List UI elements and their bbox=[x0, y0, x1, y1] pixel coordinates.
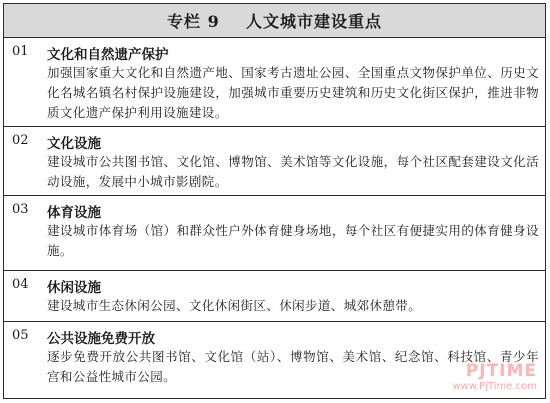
column-title: 专栏 9 人文城市建设重点 bbox=[167, 12, 382, 31]
section-number: 02 bbox=[12, 133, 29, 148]
section-body: 建设城市公共图书馆、文化馆、博物馆、美术馆等文化设施，每个社区配套建设文化活动设施，发展中小城市影剧院。 bbox=[47, 154, 539, 189]
section-heritage-protection bbox=[4, 38, 545, 127]
section-number: 01 bbox=[12, 44, 29, 59]
section-number: 03 bbox=[12, 202, 29, 217]
column-panel bbox=[3, 3, 546, 399]
section-free-public-facilities bbox=[4, 322, 545, 398]
watermark-url: www.PjTime.com bbox=[452, 381, 537, 392]
sections-list bbox=[4, 38, 545, 398]
watermark-logo: PJTIME bbox=[465, 361, 537, 381]
section-leisure-facilities bbox=[4, 271, 545, 322]
section-number: 05 bbox=[12, 328, 29, 343]
section-heading: 文化和自然遗产保护 bbox=[47, 47, 169, 63]
title-bar bbox=[4, 4, 545, 38]
section-cultural-facilities bbox=[4, 127, 545, 196]
section-body: 加强国家重大文化和自然遗产地、国家考古遗址公园、全国重点文物保护单位、历史文化名城名镇名村保护设施建设，加强城市重要历史建筑和历史文化街区保护，推进非物质文化遗产保护利用设施建设。 bbox=[47, 65, 539, 120]
section-heading: 休闲设施 bbox=[47, 280, 101, 296]
section-heading: 公共设施免费开放 bbox=[47, 331, 155, 347]
section-heading: 体育设施 bbox=[47, 205, 101, 221]
section-body: 建设城市生态休闲公园、文化休闲街区、休闲步道、城郊休憩带。 bbox=[47, 298, 422, 313]
section-number: 04 bbox=[12, 277, 29, 292]
section-sports-facilities bbox=[4, 196, 545, 271]
section-body: 逐步免费开放公共图书馆、文化馆（站）、博物馆、美术馆、纪念馆、科技馆、青少年宫和公益性城市公园。 bbox=[47, 349, 539, 384]
section-heading: 文化设施 bbox=[47, 136, 101, 152]
section-body: 建设城市体育场（馆）和群众性户外体育健身场地，每个社区有便捷实用的体育健身设施。 bbox=[47, 223, 539, 258]
